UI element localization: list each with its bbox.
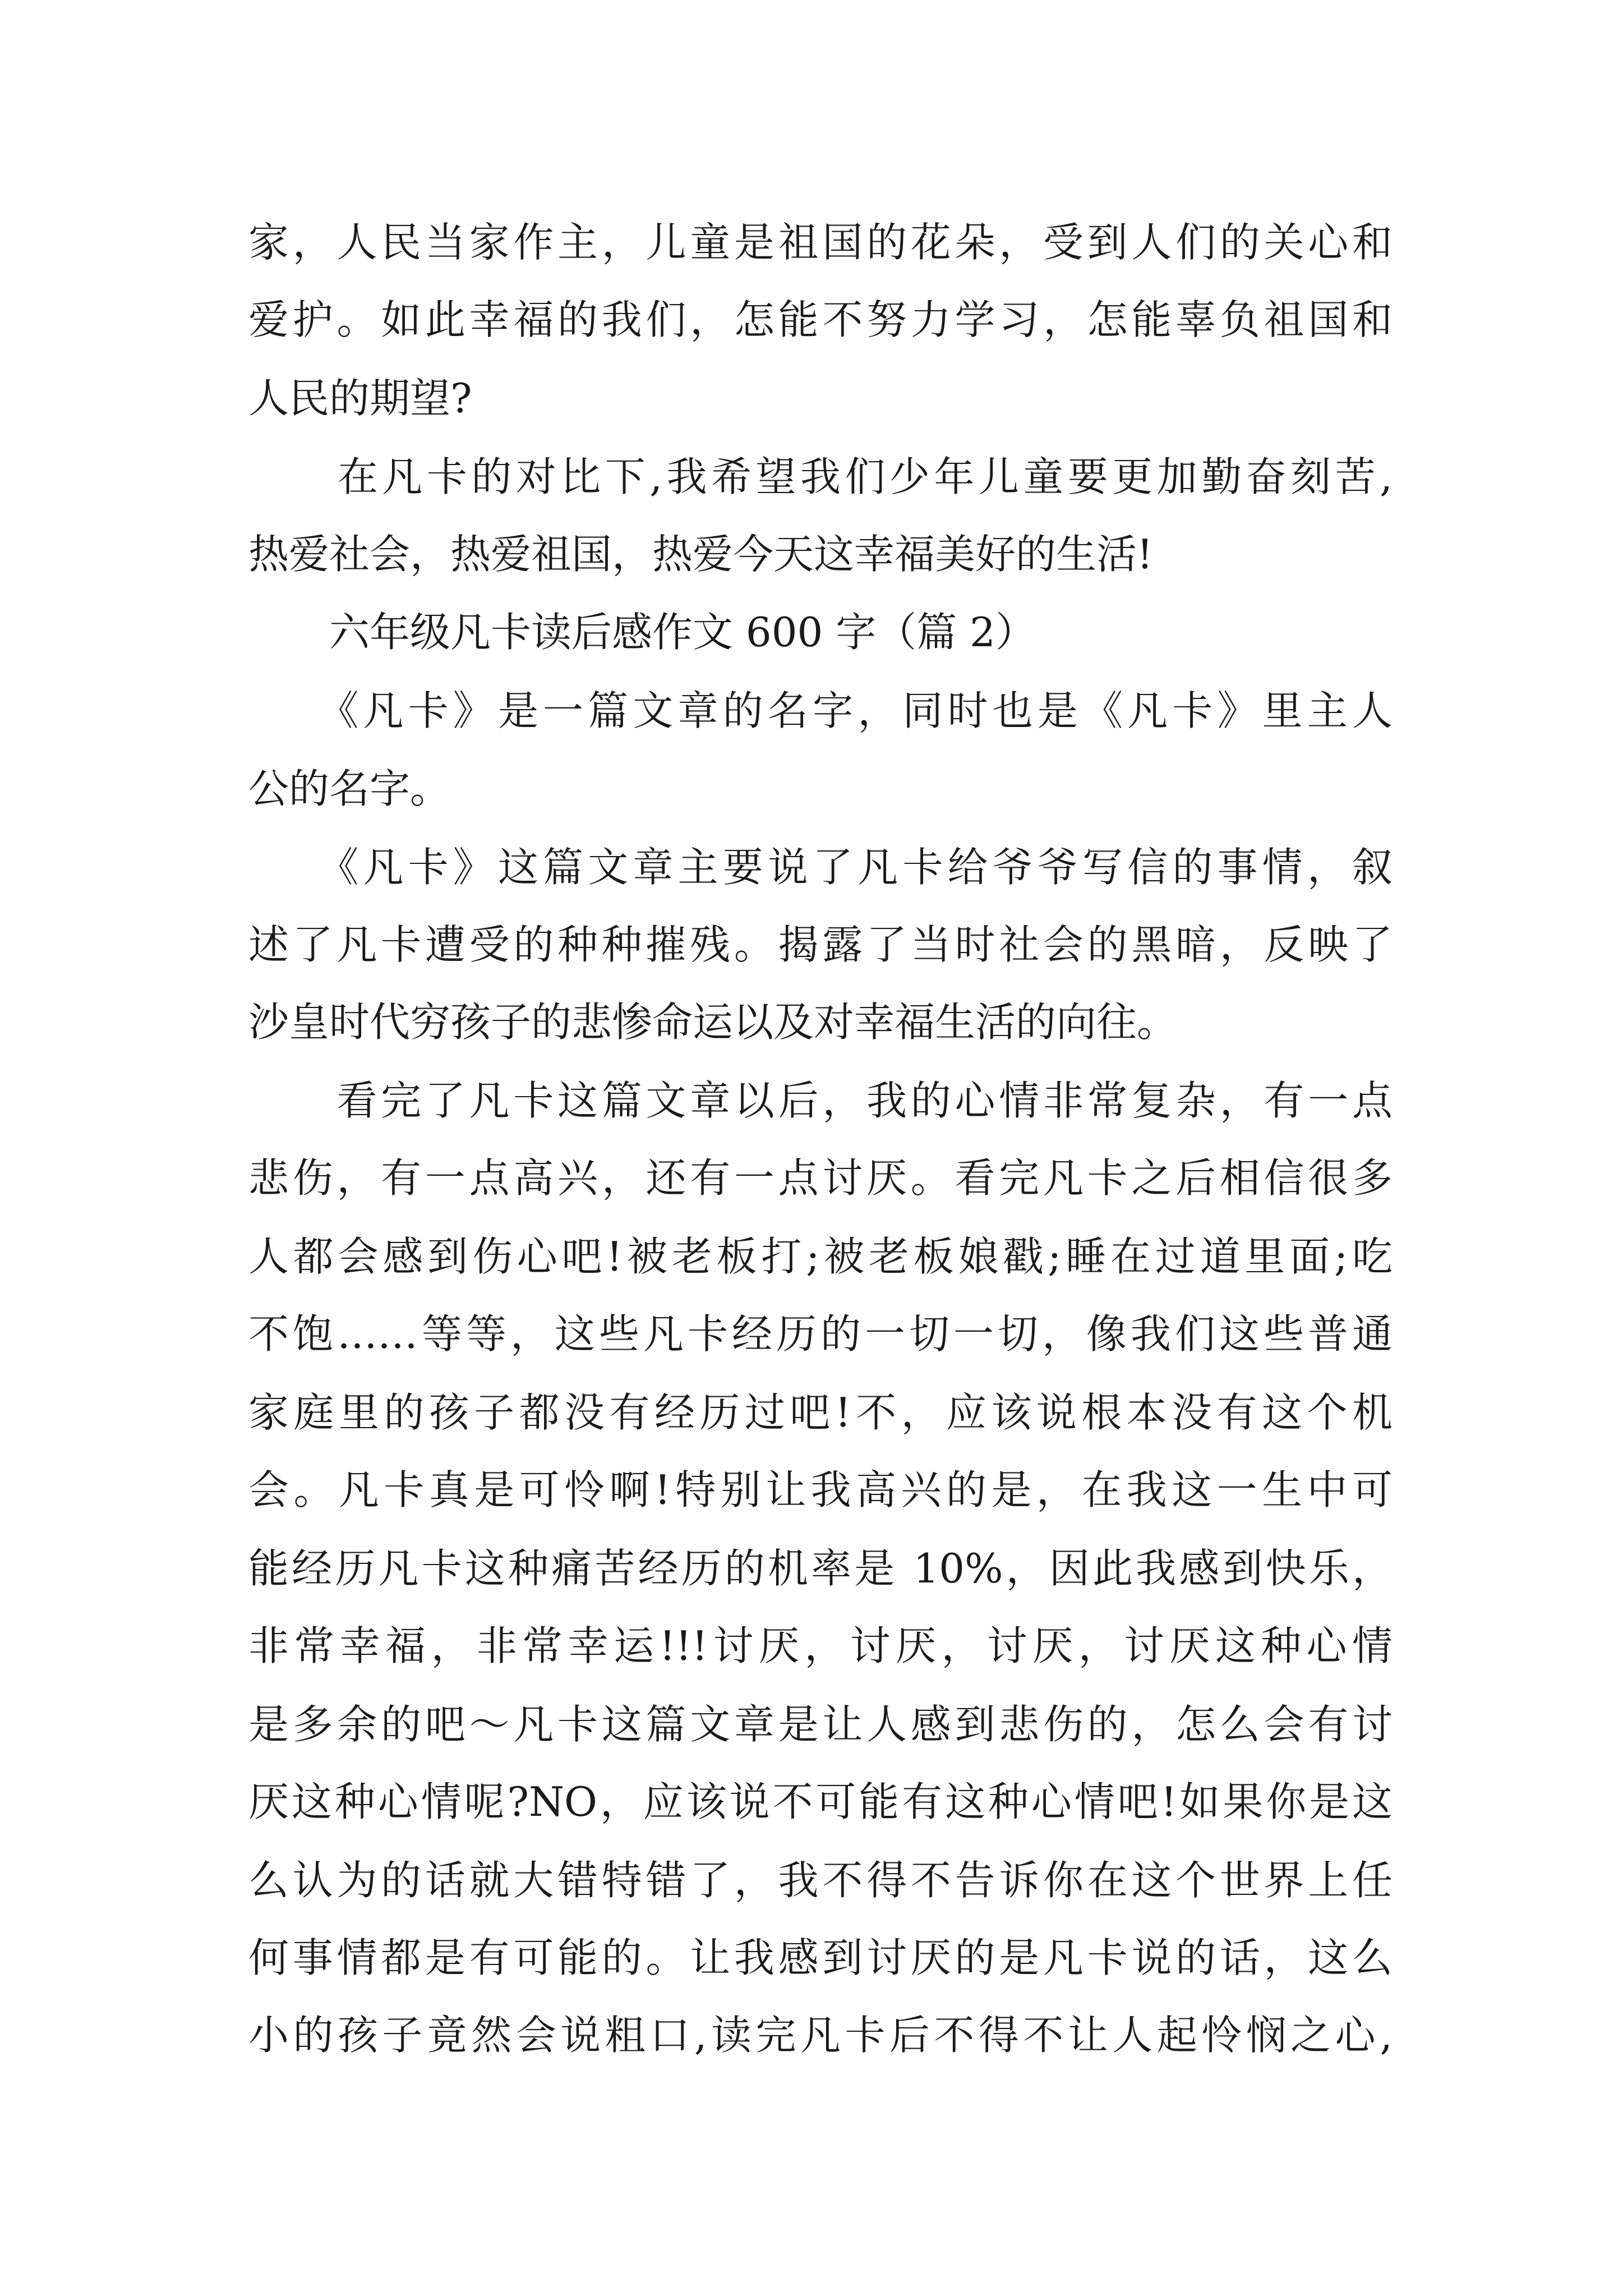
text-line: 厌这种心情呢?NO，应该说不可能有这种心情吧!如果你是这 bbox=[248, 1778, 1393, 1825]
text-line: 在凡卡的对比下,我希望我们少年儿童要更加勤奋刻苦, bbox=[248, 453, 1393, 500]
text-line: 能经历凡卡这种痛苦经历的机率是 10%，因此我感到快乐， bbox=[248, 1545, 1393, 1592]
text-line: 悲伤，有一点高兴，还有一点讨厌。看完凡卡之后相信很多 bbox=[248, 1154, 1393, 1202]
text-line: 热爱社会，热爱祖国，热爱今天这幸福美好的生活! bbox=[248, 531, 1153, 578]
text-line: 《凡卡》是一篇文章的名字，同时也是《凡卡》里主人 bbox=[248, 687, 1393, 734]
text-line: 何事情都是有可能的。让我感到讨厌的是凡卡说的话，这么 bbox=[248, 1934, 1393, 1981]
text-line: 家庭里的孩子都没有经历过吧!不，应该说根本没有这个机 bbox=[248, 1389, 1393, 1436]
text-line: 人民的期望? bbox=[248, 375, 472, 422]
text-line: 是多余的吧～凡卡这篇文章是让人感到悲伤的，怎么会有讨 bbox=[248, 1701, 1393, 1748]
text-line: 非常幸福，非常幸运!!!讨厌，讨厌，讨厌，讨厌这种心情 bbox=[248, 1622, 1393, 1669]
text-line: 小的孩子竟然会说粗口,读完凡卡后不得不让人起怜悯之心, bbox=[248, 2012, 1393, 2059]
text-line: 不饱……等等，这些凡卡经历的一切一切，像我们这些普通 bbox=[248, 1310, 1393, 1358]
text-line: 么认为的话就大错特错了，我不得不告诉你在这个世界上任 bbox=[248, 1857, 1393, 1904]
text-line: 家，人民当家作主，儿童是祖国的花朵，受到人们的关心和 bbox=[248, 219, 1393, 266]
text-line: 述了凡卡遭受的种种摧残。揭露了当时社会的黑暗，反映了 bbox=[248, 921, 1393, 968]
text-line: 看完了凡卡这篇文章以后，我的心情非常复杂，有一点 bbox=[248, 1077, 1393, 1124]
text-line: 会。凡卡真是可怜啊!特别让我高兴的是，在我这一生中可 bbox=[248, 1466, 1393, 1513]
section-heading: 六年级凡卡读后感作文 600 字（篇 2） bbox=[248, 609, 1036, 656]
text-line: 人都会感到伤心吧!被老板打;被老板娘戳;睡在过道里面;吃 bbox=[248, 1233, 1393, 1280]
text-line: 《凡卡》这篇文章主要说了凡卡给爷爷写信的事情，叙 bbox=[248, 844, 1393, 891]
text-line: 公的名字。 bbox=[248, 765, 451, 812]
text-line: 爱护。如此幸福的我们，怎能不努力学习，怎能辜负祖国和 bbox=[248, 296, 1393, 343]
text-line: 沙皇时代穷孩子的悲惨命运以及对幸福生活的向往。 bbox=[248, 999, 1178, 1046]
